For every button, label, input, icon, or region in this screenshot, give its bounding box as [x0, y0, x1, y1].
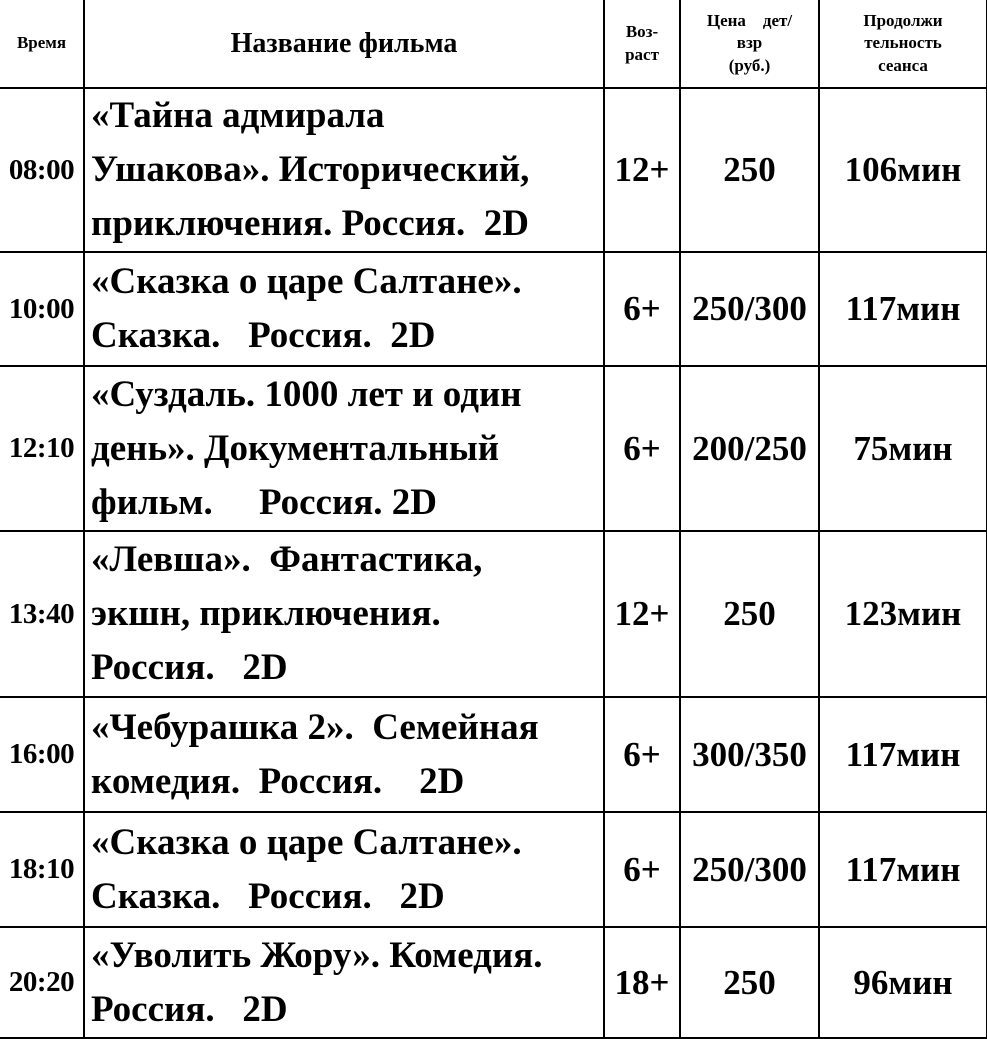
film-line: «Левша». Фантастика,: [91, 539, 483, 580]
table-row: [0, 531, 987, 697]
row-age: 6+: [604, 252, 680, 366]
row-price: 250: [680, 927, 819, 1038]
row-film: [84, 88, 604, 252]
row-duration: 117мин: [819, 812, 987, 927]
row-film: [84, 697, 604, 812]
film-line: «Суздаль. 1000 лет и один: [91, 373, 522, 415]
table-row: [0, 812, 987, 927]
table-row: [0, 697, 987, 812]
row-price: 250/300: [680, 812, 819, 927]
row-age: 6+: [604, 812, 680, 927]
row-duration: 123мин: [819, 531, 987, 697]
header-price: [680, 0, 819, 88]
row-age: 18+: [604, 927, 680, 1038]
header-duration-line2: тельность: [864, 33, 942, 53]
row-duration: 117мин: [819, 697, 987, 812]
row-film: [84, 812, 604, 927]
header-time: Время: [0, 0, 84, 88]
header-duration-line3: сеанса: [878, 55, 928, 75]
row-duration: 106мин: [819, 88, 987, 252]
header-price-line3: (руб.): [728, 55, 771, 75]
table-row: [0, 927, 987, 1038]
header-age-line1: Воз-: [625, 22, 659, 42]
film-line: «Чебурашка 2». Семейная: [91, 706, 539, 748]
film-line: день». Документальный: [91, 427, 500, 469]
row-price: 250: [680, 88, 819, 252]
film-line: «Сказка о царе Салтане».: [91, 821, 522, 863]
film-line: приключения. Россия. 2D: [91, 203, 529, 244]
row-age: 6+: [604, 366, 680, 531]
film-line: Ушакова». Исторический,: [91, 149, 530, 190]
film-line: комедия. Россия. 2D: [91, 760, 465, 802]
table-row: [0, 88, 987, 252]
row-duration: 96мин: [819, 927, 987, 1038]
row-film: [84, 366, 604, 531]
row-film: [84, 252, 604, 366]
film-line: Россия. 2D: [91, 647, 288, 688]
film-line: «Сказка о царе Салтане».: [91, 261, 522, 302]
row-price: 200/250: [680, 366, 819, 531]
film-line: «Уволить Жору». Комедия.: [91, 934, 543, 976]
row-time: 13:40: [0, 531, 84, 697]
row-time: 16:00: [0, 697, 84, 812]
row-time: 12:10: [0, 366, 84, 531]
header-price-line2: взр: [736, 33, 763, 53]
row-age: 12+: [604, 531, 680, 697]
row-time: 10:00: [0, 252, 84, 366]
row-time: 20:20: [0, 927, 84, 1038]
row-price: 250/300: [680, 252, 819, 366]
row-time: 18:10: [0, 812, 84, 927]
row-duration: 117мин: [819, 252, 987, 366]
table-row: [0, 252, 987, 366]
film-line: «Тайна адмирала: [91, 95, 385, 136]
header-duration: [819, 0, 987, 88]
header-title: Название фильма: [84, 0, 604, 88]
row-duration: 75мин: [819, 366, 987, 531]
header-age-line2: раст: [625, 44, 659, 64]
row-age: 6+: [604, 697, 680, 812]
header-price-line1: Цена дет/: [706, 11, 793, 31]
header-duration-line1: Продолжи: [863, 11, 943, 31]
film-line: экшн, приключения.: [91, 593, 441, 634]
row-age: 12+: [604, 88, 680, 252]
film-line: Россия. 2D: [91, 988, 288, 1030]
film-line: фильм. Россия. 2D: [91, 481, 438, 523]
header-age: [604, 0, 680, 88]
header-row: [0, 0, 987, 88]
film-line: Сказка. Россия. 2D: [91, 315, 436, 356]
row-price: 300/350: [680, 697, 819, 812]
row-film: [84, 531, 604, 697]
row-time: 08:00: [0, 88, 84, 252]
row-price: 250: [680, 531, 819, 697]
row-film: [84, 927, 604, 1038]
table-row: [0, 366, 987, 531]
film-line: Сказка. Россия. 2D: [91, 875, 445, 917]
